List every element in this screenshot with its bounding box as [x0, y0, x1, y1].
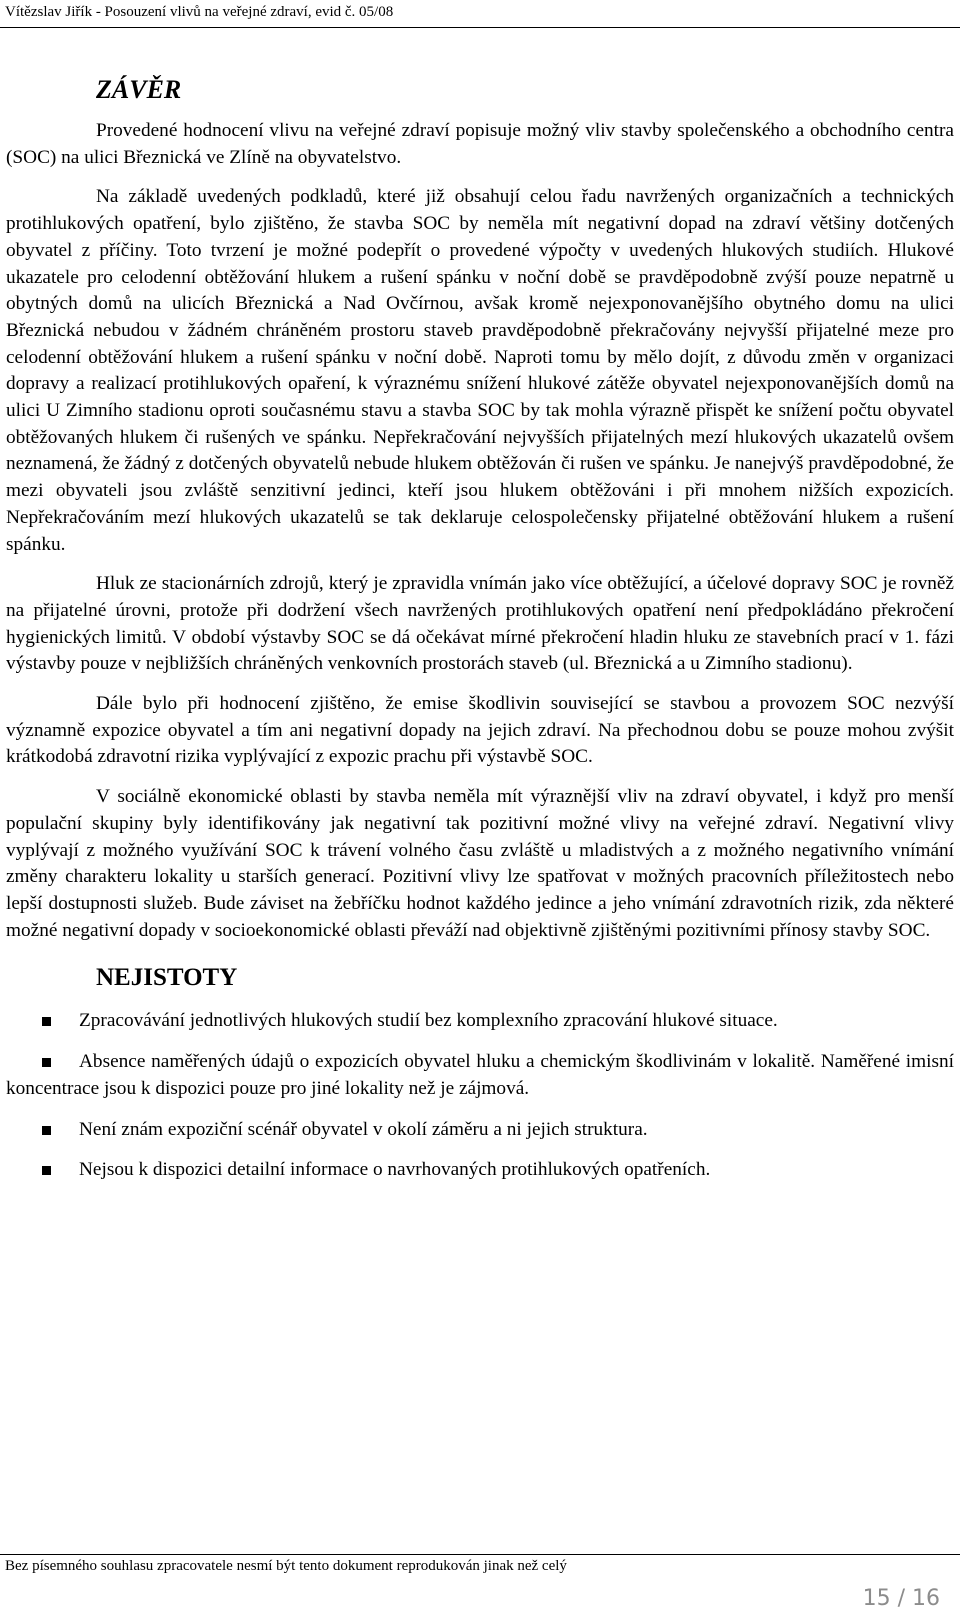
page-number: 15 / 16 — [862, 1586, 940, 1611]
conclusion-paragraph-5: V sociálně ekonomické oblasti by stavba neměla mít výraznější vliv na zdraví obyvatel, i když pro menší populační skupiny byly identifikovány jak negativní tak pozitivní možné vlivy na veřejné zdraví. Negativní vlivy vyplývají z možného využívání SOC k trávení volného času zvláště u mladistvých a z možného negativního vnímání změny charakteru lokality u starších generací. Pozitivní vlivy lze spatřovat v možných pracovních příležitostech nebo lepší dostupnosti služeb. Bude záviset na žebříčku hodnot každého jedince a jeho vnímání zdravotních rizik, zda některé možné negativní dopady v socioekonomické oblasti převáží nad objektivně zjištěnými pozitivními přínosy stavby SOC. — [6, 786, 954, 941]
conclusion-paragraph-2: Na základě uvedených podkladů, které již obsahují celou řadu navržených organizačních a technických protihlukových opatření, bylo zjištěno, že stavba SOC by neměla mít negativní dopad na zdraví většiny dotčených obyvatel z příčiny. Toto tvrzení je možné podepřít o provedené výpočty v uvedených hlukových studiích. Hlukové ukazatele pro celodenní obtěžování hlukem a rušení spánku v noční době se pravděpodobně zvýší pouze nepatrně u obytných domů na ulicích Březnická a Nad Ovčírnou, avšak kromě nejexponovanějšího obytného domu na ulici Březnická nebudou v žádném chráněném prostoru staveb pravděpodobně překračovány nejvyšší přijatelné meze pro celodenní obtěžování hlukem a rušení spánku v noční době. Naproti tomu by mělo dojít, z důvodu změn v organizaci dopravy a realizací protihlukových opaření, k výraznému snížení hlukové zátěže obyvatel nejexponovanějších domů na ulici U Zimního stadionu oproti současnému stavu a stavba SOC by tak mohla výrazně přispět ke snížení počtu obyvatel obtěžovaných hlukem či rušených ve spánku. Nepřekračování nejvyšších přijatelných mezí hlukových ukazatelů ovšem neznamená, že žádný z dotčených obyvatelů nebude hlukem obtěžován či rušen ve spánku. Je nanejvýš pravděpodobné, že mezi obyvateli jsou zvláště senzitivní jedinci, kteří jsou hlukem obtěžováni i při mnohem nižších expozicích. Nepřekračováním mezí hlukových ukazatelů se tak deklaruje celospolečensky přijatelné obtěžování hlukem a rušení spánku. — [6, 186, 954, 555]
uncertainties-list — [6, 1008, 954, 1184]
square-bullet-icon — [42, 1126, 51, 1135]
list-item — [6, 1117, 954, 1144]
square-bullet-icon — [42, 1166, 51, 1175]
list-item-text: Absence naměřených údajů o expozicích obyvatel hluku a chemickým škodlivinám v lokalitě. Naměřené imisní koncentrace jsou k dispozici pouze pro jiné lokality než je zájmová. — [6, 1051, 954, 1099]
list-item — [6, 1008, 954, 1035]
list-item — [6, 1049, 954, 1102]
running-header: Vítězslav Jiřík - Posouzení vlivů na veřejné zdraví, evid č. 05/08 — [5, 4, 394, 20]
document-body — [6, 60, 954, 1198]
uncertainties-heading: NEJISTOTY — [96, 964, 238, 992]
footer-divider — [0, 1554, 960, 1555]
list-item-text: Není znám expoziční scénář obyvatel v okolí záměru a ni jejich struktura. — [79, 1118, 648, 1140]
conclusion-paragraph-4: Dále bylo při hodnocení zjištěno, že emise škodlivin související se stavbou a provozem SOC nezvýší významně expozice obyvatel a tím ani negativní dopady na jejich zdraví. Na přechodnou dobu se pouze mohou zvýšit krátkodobá zdravotní rizika vyplývající z expozic prachu při výstavbě SOC. — [6, 693, 954, 768]
square-bullet-icon — [42, 1017, 51, 1026]
conclusion-paragraph-3: Hluk ze stacionárních zdrojů, který je zpravidla vnímán jako více obtěžující, a účelové dopravy SOC je rovněž na přijatelné úrovni, protože při dodržení všech navržených protihlukových opatření není předpokládáno překročení hygienických limitů. V období výstavby SOC se dá očekávat mírné překročení hladin hluku ze stavebních prací v 1. fázi výstavby pouze v nejbližších chráněných venkovních prostorách staveb (ul. Březnická a u Zimního stadionu). — [6, 573, 954, 675]
conclusion-paragraph-1: Provedené hodnocení vlivu na veřejné zdraví popisuje možný vliv stavby společenského a obchodního centra (SOC) na ulici Březnická ve Zlíně na obyvatelstvo. — [6, 120, 954, 168]
list-item-text: Zpracovávání jednotlivých hlukových studií bez komplexního zpracování hlukové situace. — [79, 1010, 778, 1032]
conclusion-heading: ZÁVĚR — [96, 75, 182, 104]
header-divider — [0, 27, 960, 28]
footer-notice: Bez písemného souhlasu zpracovatele nesmí být tento dokument reprodukován jinak než celý — [5, 1558, 567, 1574]
square-bullet-icon — [42, 1058, 51, 1067]
list-item-text: Nejsou k dispozici detailní informace o navrhovaných protihlukových opatřeních. — [79, 1159, 711, 1181]
list-item — [6, 1157, 954, 1184]
